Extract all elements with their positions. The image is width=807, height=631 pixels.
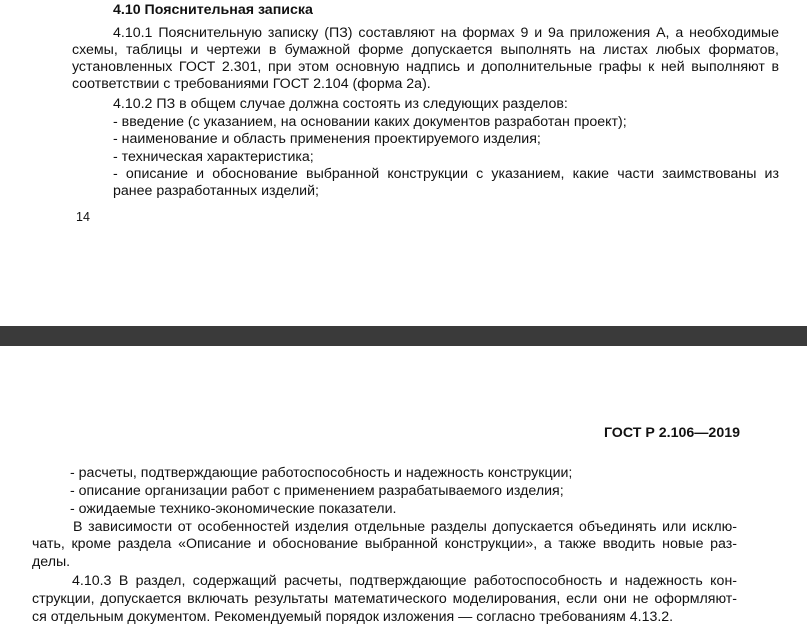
paragraph-line: 4.10.3 В раздел, содержащий расчеты, подтверждающие работоспособность и надежность кон-: [72, 573, 737, 589]
list-item-continuation: ранее разработанных изделий;: [113, 183, 319, 199]
page-number: 14: [76, 210, 90, 224]
page-bottom: [0, 346, 807, 631]
list-item: - введение (с указанием, на основании каких документов разработан проект);: [113, 114, 627, 130]
running-head: ГОСТ Р 2.106—2019: [603, 425, 740, 441]
list-item: - техническая характеристика;: [113, 149, 314, 165]
list-item: - наименование и область применения проектируемого изделия;: [113, 131, 541, 147]
paragraph-line: делы.: [32, 554, 71, 570]
paragraph-line: струкции, допускается включать результаты математического моделирования, если они не оформляют-: [32, 591, 737, 607]
paragraph-line: 4.10.2 ПЗ в общем случае должна состоять из следующих разделов:: [113, 96, 568, 112]
page-divider: [0, 326, 807, 346]
list-item: - описание и обоснование выбранной конструкции с указанием, какие части заимствованы из: [113, 166, 779, 182]
list-item: - расчеты, подтверждающие работоспособность и надежность конструкции;: [70, 465, 573, 481]
paragraph-line: ся отдельным документом. Рекомендуемый порядок изложения — согласно требованиям 4.13.2.: [32, 609, 674, 625]
section-heading: 4.10 Пояснительная записка: [113, 2, 313, 18]
paragraph-line: В зависимости от особенностей изделия отдельные разделы допускается объединять или исклю-: [73, 519, 737, 535]
paragraph-line: соответствии с требованиями ГОСТ 2.104 (форма 2а).: [72, 76, 431, 92]
paragraph-line: чать, кроме раздела «Описание и обоснование выбранной конструкции», а также вводить новые раз-: [32, 536, 737, 552]
paragraph-line: установленных ГОСТ 2.301, при этом основную надпись и дополнительные графы к ней выполняют в: [72, 59, 779, 75]
list-item: - описание организации работ с применением разрабатываемого изделия;: [70, 483, 564, 499]
paragraph-line: 4.10.1 Пояснительную записку (ПЗ) составляют на формах 9 и 9а приложения А, а необходимые: [113, 25, 779, 41]
list-item: - ожидаемые технико-экономические показатели.: [70, 501, 397, 517]
paragraph-line: схемы, таблицы и чертежи в бумажной форме допускается выполнять на листах любых форматов,: [72, 42, 779, 58]
